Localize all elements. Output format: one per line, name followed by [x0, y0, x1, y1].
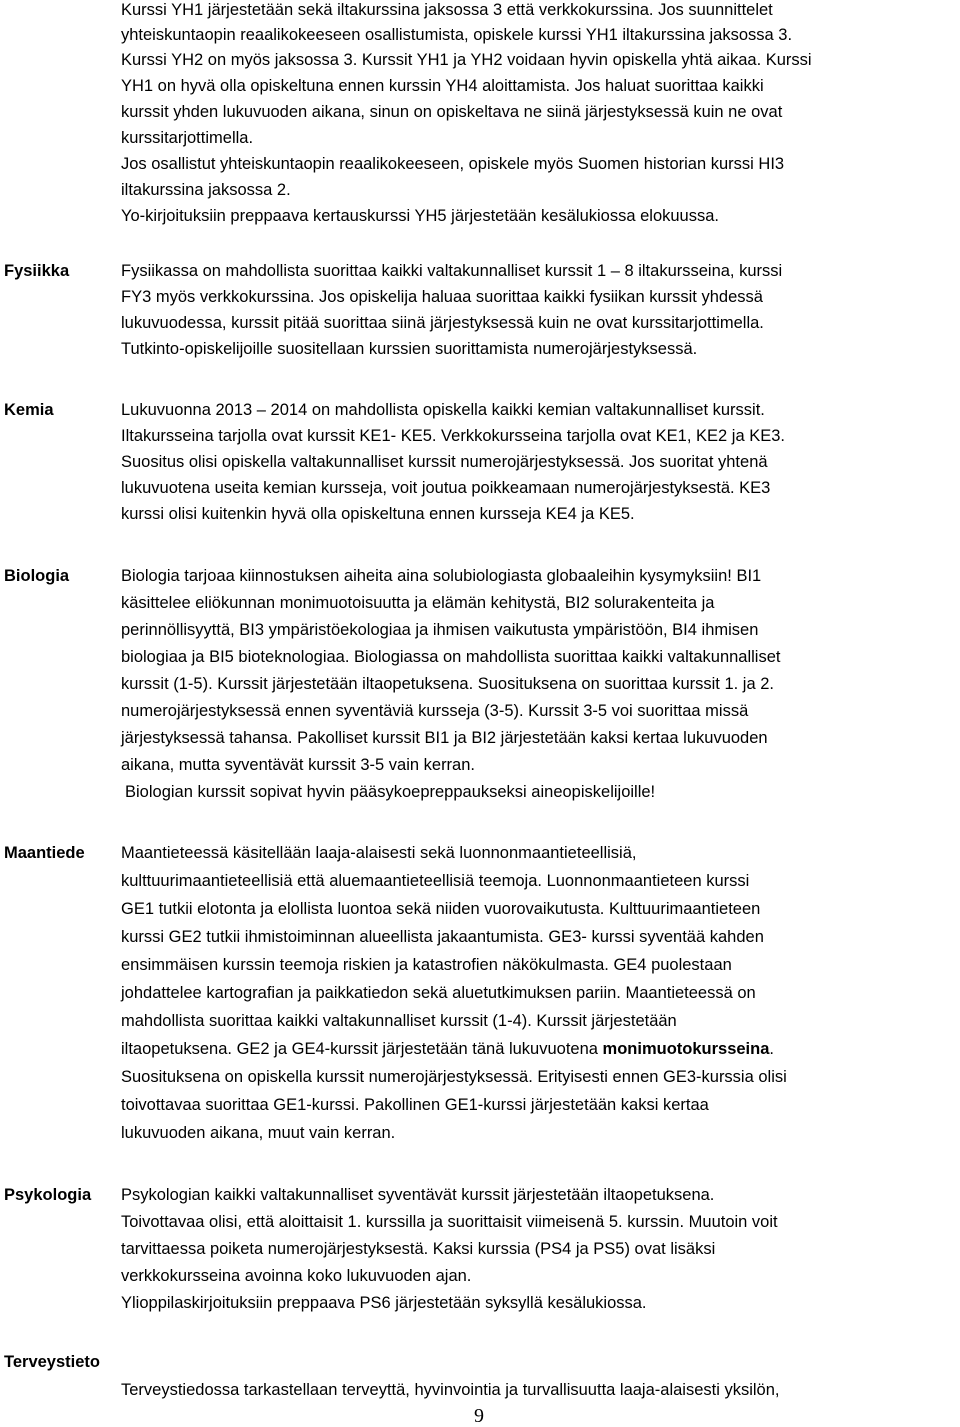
maantiede-line: Suosituksena on opiskella kurssit numerojärjestyksessä. Erityisesti ennen GE3-kurssia olisi: [121, 1068, 787, 1086]
section-label-maantiede: Maantiede: [4, 844, 85, 862]
psykologia-line: verkkokursseina avoinna koko lukuvuoden ajan.: [121, 1267, 472, 1285]
biologia-line: aikana, mutta syventävät kurssit 3-5 vain kerran.: [121, 756, 475, 774]
fysiikka-line: Fysiikassa on mahdollista suorittaa kaikki valtakunnalliset kurssit 1 – 8 iltakursseina, kurssi: [121, 262, 783, 280]
maantiede-line-post: .: [769, 1040, 774, 1058]
maantiede-line: Maantieteessä käsitellään laaja-alaisesti sekä luonnonmaantieteellisiä,: [121, 844, 637, 862]
maantiede-bold-term: monimuotokursseina: [602, 1040, 770, 1058]
biologia-line: perinnöllisyyttä, BI3 ympäristöekologiaa ja ihmisen vaikutusta ympäristöön, BI4 ihmisen: [121, 621, 759, 639]
intro-line: iltakurssina jaksossa 2.: [121, 181, 291, 199]
kemia-line: kurssi olisi kuitenkin hyvä olla opiskeltuna ennen kursseja KE4 ja KE5.: [121, 505, 635, 523]
biologia-line: numerojärjestyksessä ennen syventäviä kursseja (3-5). Kurssit 3-5 voi suorittaa missä: [121, 702, 749, 720]
fysiikka-line: FY3 myös verkkokurssina. Jos opiskelija haluaa suorittaa kaikki fysiikan kurssit yhdessä: [121, 288, 763, 306]
section-label-terveystieto: Terveystieto: [4, 1353, 100, 1371]
maantiede-line-with-bold: [121, 1039, 774, 1059]
maantiede-line: ensimmäisen kurssin teemoja riskien ja katastrofien näkökulmasta. GE4 puolestaan: [121, 956, 732, 974]
kemia-line: Iltakursseina tarjolla ovat kurssit KE1- KE5. Verkkokursseina tarjolla ovat KE1, KE2 ja KE3.: [121, 427, 785, 445]
fysiikka-line: Tutkinto-opiskelijoille suositellaan kurssien suorittamista numerojärjestyksessä.: [121, 340, 698, 358]
kemia-line: lukuvuotena useita kemian kursseja, voit joutua poikkeamaan numerojärjestyksestä. KE3: [121, 479, 771, 497]
biologia-line: käsittelee eliökunnan monimuotoisuutta ja elämän kehitystä, BI2 solurakenteita ja: [121, 594, 715, 612]
page-number: 9: [474, 1405, 484, 1427]
terveystieto-line: Terveystiedossa tarkastellaan terveyttä, hyvinvointia ja turvallisuutta laaja-alaisesti yksilön,: [121, 1381, 780, 1399]
intro-line: yhteiskuntaopin reaalikokeeseen osallistumista, opiskele kurssi YH1 iltakurssina jaksossa 3.: [121, 26, 793, 44]
maantiede-line: GE1 tutkii elotonta ja elollista luontoa sekä niiden vuorovaikutusta. Kulttuurimaantieteen: [121, 900, 761, 918]
maantiede-line: toivottavaa suorittaa GE1-kurssi. Pakollinen GE1-kurssi järjestetään kaksi kertaa: [121, 1096, 709, 1114]
fysiikka-line: lukuvuodessa, kurssit pitää suorittaa siinä järjestyksessä kuin ne ovat kurssitarjottimella.: [121, 314, 764, 332]
kemia-line: Lukuvuonna 2013 – 2014 on mahdollista opiskella kaikki kemian valtakunnalliset kurssit.: [121, 401, 765, 419]
biologia-closing-line: Biologian kurssit sopivat hyvin pääsykoepreppaukseksi aineopiskelijoille!: [125, 783, 656, 801]
biologia-line: järjestyksessä tahansa. Pakolliset kurssit BI1 ja BI2 järjestetään kaksi kertaa lukuvuoden: [121, 729, 768, 747]
biologia-line: kurssit (1-5). Kurssit järjestetään iltaopetuksena. Suosituksena on suorittaa kurssit 1. ja 2.: [121, 675, 774, 693]
section-label-fysiikka: Fysiikka: [4, 262, 70, 280]
intro-line: Kurssi YH2 on myös jaksossa 3. Kurssit YH1 ja YH2 voidaan hyvin opiskella yhtä aikaa. Kurssi: [121, 51, 812, 69]
intro-line: Jos osallistut yhteiskuntaopin reaalikokeeseen, opiskele myös Suomen historian kurssi HI3: [121, 155, 785, 173]
intro-line: kurssitarjottimella.: [121, 129, 254, 147]
psykologia-line: Toivottavaa olisi, että aloittaisit 1. kurssilla ja suorittaisit viimeisenä 5. kurssin. Muutoin voit: [121, 1213, 778, 1231]
section-label-kemia: Kemia: [4, 401, 54, 419]
biologia-line: Biologia tarjoaa kiinnostuksen aiheita aina solubiologiasta globaaleihin kysymyksiin! BI1: [121, 567, 762, 585]
maantiede-line: mahdollista suorittaa kaikki valtakunnalliset kurssit (1-4). Kurssit järjestetään: [121, 1012, 677, 1030]
maantiede-line: johdattelee kartografian ja paikkatiedon sekä aluetutkimuksen pariin. Maantieteessä on: [121, 984, 756, 1002]
maantiede-line: kurssi GE2 tutkii ihmistoiminnan alueellista jakaantumista. GE3- kurssi syventää kahden: [121, 928, 764, 946]
intro-line: kurssit yhden lukuvuoden aikana, sinun on opiskeltava ne siinä järjestyksessä kuin ne ovat: [121, 103, 783, 121]
maantiede-line: kulttuurimaantieteellisiä että aluemaantieteellisiä teemoja. Luonnonmaantieteen kurssi: [121, 872, 750, 890]
section-label-psykologia: Psykologia: [4, 1186, 92, 1204]
psykologia-line: Psykologian kaikki valtakunnalliset syventävät kurssit järjestetään iltaopetuksena.: [121, 1186, 715, 1204]
psykologia-line: tarvittaessa poiketa numerojärjestyksestä. Kaksi kurssia (PS4 ja PS5) ovat lisäksi: [121, 1240, 716, 1258]
psykologia-line: Ylioppilaskirjoituksiin preppaava PS6 järjestetään syksyllä kesälukiossa.: [121, 1294, 647, 1312]
maantiede-line-pre: iltaopetuksena. GE2 ja GE4-kurssit järjestetään tänä lukuvuotena: [121, 1040, 603, 1058]
biologia-line: biologiaa ja BI5 bioteknologiaa. Biologiassa on mahdollista suorittaa kaikki valtakunnalliset: [121, 648, 781, 666]
intro-line: Yo-kirjoituksiin preppaava kertauskurssi YH5 järjestetään kesälukiossa elokuussa.: [121, 207, 719, 225]
section-label-biologia: Biologia: [4, 567, 70, 585]
intro-line: YH1 on hyvä olla opiskeltuna ennen kurssin YH4 aloittamista. Jos haluat suorittaa kaikki: [121, 77, 764, 95]
kemia-line: Suositus olisi opiskella valtakunnalliset kurssit numerojärjestyksessä. Jos suoritat yhtenä: [121, 453, 768, 471]
maantiede-line: lukuvuoden aikana, muut vain kerran.: [121, 1124, 396, 1142]
intro-line: Kurssi YH1 järjestetään sekä iltakurssina jaksossa 3 että verkkokurssina. Jos suunnittelet: [121, 1, 773, 19]
